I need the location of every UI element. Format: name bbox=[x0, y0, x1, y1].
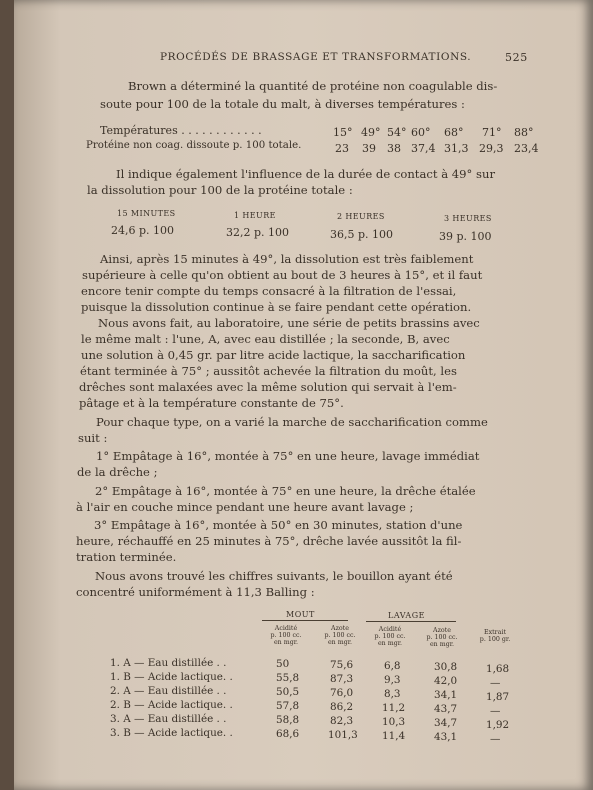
table3-subheader-acidite-mout: Acidité p. 100 cc. en mgr. bbox=[270, 625, 302, 647]
table3-cell: 1,87 bbox=[486, 691, 510, 703]
table3-cell: 6,8 bbox=[384, 660, 401, 672]
table3-cell: 8,3 bbox=[384, 688, 401, 700]
table1-value: 39 bbox=[362, 142, 376, 155]
table3-cell: — bbox=[490, 677, 501, 689]
table3-cell: — bbox=[490, 705, 501, 717]
item2-line-2: à l'air en couche mince pendant une heure avant lavage ; bbox=[76, 500, 414, 514]
item3-line-3: tration terminée. bbox=[76, 550, 177, 564]
para4-line-3: une solution à 0,45 gr. par litre acide lactique, la saccharification bbox=[81, 348, 466, 362]
table3-cell: — bbox=[490, 733, 501, 745]
para5-line-1: Pour chaque type, on a varié la marche de saccharification comme bbox=[96, 415, 488, 429]
table2-value: 24,6 p. 100 bbox=[111, 224, 175, 237]
table3-cell: 86,2 bbox=[330, 701, 354, 713]
table3-cell: 82,3 bbox=[330, 715, 354, 727]
table3-subheader-azote-lavage: Azote p. 100 cc. en mgr. bbox=[426, 627, 458, 649]
table2-header: 3 HEURES bbox=[444, 214, 492, 223]
table3-row-label: 3. A — Eau distillée . . bbox=[110, 713, 227, 725]
table1-value: 23 bbox=[335, 142, 349, 155]
table1-row-label-protein: Protéine non coag. dissoute p. 100 totale. bbox=[86, 140, 302, 151]
para3-line-4: puisque la dissolution continue à se faire pendant cette opération. bbox=[81, 300, 472, 314]
para2-line-2: la dissolution pour 100 de la protéine totale : bbox=[87, 183, 353, 197]
table1-row-label-temp: Températures . . . . . . . . . . . . bbox=[100, 124, 262, 137]
table3-cell: 87,3 bbox=[330, 673, 354, 685]
item2-line-1: 2° Empâtage à 16°, montée à 75° en une heure, la drêche étalée bbox=[95, 484, 476, 498]
table3-cell: 30,8 bbox=[434, 661, 458, 673]
table1-value: 23,4 bbox=[514, 142, 539, 155]
table3-row-label: 2. A — Eau distillée . . bbox=[110, 685, 227, 697]
table3-row-label: 3. B — Acide lactique. . bbox=[110, 727, 233, 739]
table1-temp: 54° bbox=[387, 126, 407, 139]
table3-cell: 68,6 bbox=[276, 728, 300, 740]
table3-cell: 101,3 bbox=[328, 729, 358, 741]
table3-brace-lavage bbox=[366, 621, 456, 622]
table3-cell: 50,5 bbox=[276, 686, 300, 698]
table3-cell: 58,8 bbox=[276, 714, 300, 726]
table3-cell: 1,68 bbox=[486, 663, 510, 675]
table1-temp: 15° bbox=[333, 126, 353, 139]
table2-header: 2 HEURES bbox=[337, 212, 385, 221]
table3-cell: 55,8 bbox=[276, 672, 300, 684]
table1-temp: 49° bbox=[361, 126, 381, 139]
item3-line-2: heure, réchauffé en 25 minutes à 75°, drêche lavée aussitôt la fil- bbox=[76, 534, 462, 548]
table2-header: 15 MINUTES bbox=[117, 209, 176, 218]
table1-temp: 60° bbox=[411, 126, 431, 139]
table3-subheader-acidite-lavage: Acidité p. 100 cc. en mgr. bbox=[374, 626, 406, 648]
table3-cell: 9,3 bbox=[384, 674, 401, 686]
running-title: PROCÉDÉS DE BRASSAGE ET TRANSFORMATIONS. bbox=[160, 51, 472, 63]
table3-cell: 76,0 bbox=[330, 687, 354, 699]
table1-temp: 68° bbox=[444, 126, 464, 139]
book-page bbox=[14, 0, 593, 790]
table2-value: 32,2 p. 100 bbox=[226, 226, 290, 239]
item1-line-1: 1° Empâtage à 16°, montée à 75° en une heure, lavage immédiat bbox=[96, 449, 480, 463]
table3-subheader-azote-mout: Azote p. 100 cc. en mgr. bbox=[324, 625, 356, 647]
table3-cell: 50 bbox=[276, 658, 290, 670]
table3-cell: 34,1 bbox=[434, 689, 458, 701]
table3-brace-mout bbox=[262, 620, 348, 621]
para4-line-1: Nous avons fait, au laboratoire, une série de petits brassins avec bbox=[98, 316, 480, 330]
table3-cell: 43,1 bbox=[434, 731, 458, 743]
item3-line-1: 3° Empâtage à 16°, montée à 50° en 30 minutes, station d'une bbox=[94, 518, 463, 532]
table3-cell: 10,3 bbox=[382, 716, 406, 728]
para4-line-5: drêches sont malaxées avec la même solution qui servait à l'em- bbox=[79, 380, 457, 394]
table3-row-label: 2. B — Acide lactique. . bbox=[110, 699, 233, 711]
para5-line-2: suit : bbox=[78, 431, 108, 445]
table1-temp: 88° bbox=[514, 126, 534, 139]
para6-line-2: concentré uniformément à 11,3 Balling : bbox=[76, 585, 315, 599]
table1-temp: 71° bbox=[482, 126, 502, 139]
para3-line-3: encore tenir compte du temps consacré à la filtration de l'essai, bbox=[81, 284, 457, 298]
table3-group-lavage: LAVAGE bbox=[388, 611, 425, 620]
item1-line-2: de la drêche ; bbox=[77, 465, 158, 479]
para4-line-2: le même malt : l'une, A, avec eau distillée ; la seconde, B, avec bbox=[81, 332, 450, 346]
table3-cell: 1,92 bbox=[486, 719, 510, 731]
table3-cell: 11,2 bbox=[382, 702, 406, 714]
intro-line-1: Brown a déterminé la quantité de protéine non coagulable dis- bbox=[128, 79, 498, 93]
para2-line-1: Il indique également l'influence de la durée de contact à 49° sur bbox=[116, 167, 495, 181]
table2-value: 36,5 p. 100 bbox=[330, 228, 394, 241]
intro-line-2: soute pour 100 de la totale du malt, à diverses températures : bbox=[100, 97, 465, 111]
table3-row-label: 1. B — Acide lactique. . bbox=[110, 671, 233, 683]
para3-line-2: supérieure à celle qu'on obtient au bout de 3 heures à 15°, et il faut bbox=[82, 268, 483, 282]
table3-cell: 57,8 bbox=[276, 700, 300, 712]
table1-value: 37,4 bbox=[411, 142, 436, 155]
table1-value: 29,3 bbox=[479, 142, 504, 155]
para4-line-6: pâtage et à la température constante de 75°. bbox=[79, 396, 344, 410]
table3-subheader-extrait: Extrait p. 100 gr. bbox=[479, 629, 511, 644]
table1-value: 31,3 bbox=[444, 142, 469, 155]
table1-value: 38 bbox=[387, 142, 401, 155]
para4-line-4: étant terminée à 75° ; aussitôt achevée la filtration du moût, les bbox=[80, 364, 457, 378]
table3-cell: 75,6 bbox=[330, 659, 354, 671]
table3-row-label: 1. A — Eau distillée . . bbox=[110, 657, 227, 669]
table3-cell: 43,7 bbox=[434, 703, 458, 715]
table2-value: 39 p. 100 bbox=[439, 230, 492, 243]
table3-cell: 11,4 bbox=[382, 730, 406, 742]
table3-group-mout: MOUT bbox=[286, 610, 315, 619]
table2-header: 1 HEURE bbox=[234, 211, 276, 220]
para3-line-1: Ainsi, après 15 minutes à 49°, la dissolution est très faiblement bbox=[100, 252, 474, 266]
table3-cell: 34,7 bbox=[434, 717, 458, 729]
page-number: 525 bbox=[505, 51, 528, 64]
para6-line-1: Nous avons trouvé les chiffres suivants, le bouillon ayant été bbox=[95, 569, 453, 583]
table3-cell: 42,0 bbox=[434, 675, 458, 687]
